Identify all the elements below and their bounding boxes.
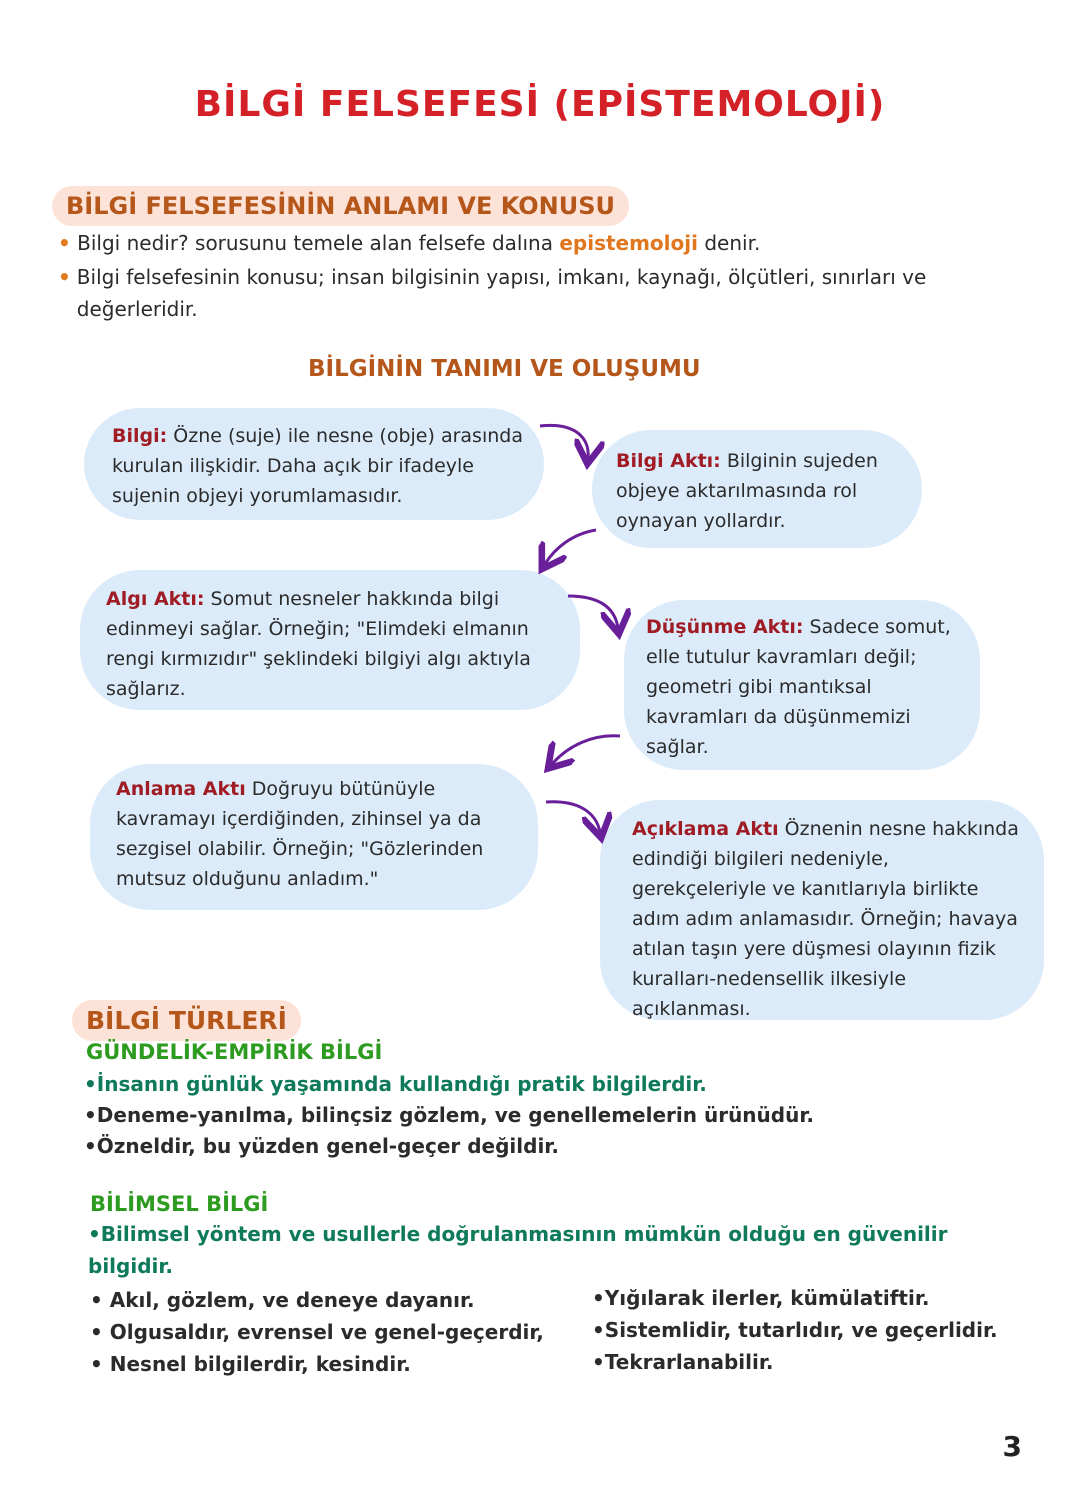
gundelik-item-2: •Deneme-yanılma, bilinçsiz gözlem, ve genellemelerin ürünüdür. xyxy=(84,1103,814,1127)
arrow-akti-to-algi xyxy=(545,530,596,564)
arrow-bilgi-to-akti xyxy=(540,425,588,458)
arrow-dusunme-to-anlama xyxy=(552,736,620,764)
text-bilgi: Özne (suje) ile nesne (obje) arasında kurulan ilişkidir. Daha açık bir ifadeyle sujenin objeyi yorumlamasıdır. xyxy=(112,425,523,507)
arrow-algi-to-dusunme xyxy=(568,596,618,628)
term-dusunme: Düşünme Aktı: xyxy=(646,616,804,638)
term-bilgi-akti: Bilgi Aktı: xyxy=(616,450,721,472)
bullet-marker: • xyxy=(58,265,71,289)
gundelik-heading: GÜNDELİK-EMPİRİK BİLGİ xyxy=(86,1040,383,1064)
bullet-text: Bilgi felsefesinin konusu; insan bilgisinin yapısı, imkanı, kaynağı, ölçütleri, sınırları ve değerleridir. xyxy=(76,265,927,321)
gundelik-item-3: •Özneldir, bu yüzden genel-geçer değildir. xyxy=(84,1134,559,1158)
gundelik-item-1: •İnsanın günlük yaşamında kullandığı pratik bilgilerdir. xyxy=(84,1072,707,1096)
section-heading-definition: BİLGİNİN TANIMI VE OLUŞUMU xyxy=(308,356,701,382)
term-aciklama: Açıklama Aktı xyxy=(632,818,779,840)
bilimsel-left-2: • Olgusaldır, evrensel ve genel-geçerdir, xyxy=(90,1320,544,1344)
bullet-text-end: denir. xyxy=(704,231,761,255)
bilimsel-left-1: • Akıl, gözlem, ve deneye dayanır. xyxy=(90,1288,475,1312)
bilimsel-right-2: •Sistemlidir, tutarlıdır, ve geçerlidir. xyxy=(592,1318,998,1342)
bilimsel-left-3: • Nesnel bilgilerdir, kesindir. xyxy=(90,1352,411,1376)
text-dusunme: Sadece somut, elle tutulur kavramları değil; geometri gibi mantıksal kavramları da düşünmemizi sağlar. xyxy=(646,616,951,758)
bullet-marker: • xyxy=(58,231,71,255)
bilimsel-right-3: •Tekrarlanabilir. xyxy=(592,1350,774,1374)
text-anlama: Doğruyu bütünüyle kavramayı içerdiğinden, zihinsel ya da sezgisel olabilir. Örneğin; "Gözlerinden mutsuz olduğunu anladım." xyxy=(116,778,484,890)
bilimsel-right-1: •Yığılarak ilerler, kümülatiftir. xyxy=(592,1286,930,1310)
bullet-text: Bilgi nedir? sorusunu temele alan felsefe dalına xyxy=(77,231,553,255)
text-bilgi-akti: Bilginin sujeden objeye aktarılmasında rol oynayan yollardır. xyxy=(616,450,878,532)
bilimsel-intro: •Bilimsel yöntem ve usullerle doğrulanmasının mümkün olduğu en güvenilir bilgidir. xyxy=(88,1222,948,1278)
highlight-epistemology: epistemoloji xyxy=(559,231,698,255)
term-algi: Algı Aktı: xyxy=(106,588,205,610)
page-title: BİLGİ FELSEFESİ (EPİSTEMOLOJİ) xyxy=(194,84,886,125)
section-heading-types: BİLGİ TÜRLERİ xyxy=(72,1000,301,1041)
section-heading-meaning: BİLGİ FELSEFESİNİN ANLAMI VE KONUSU xyxy=(52,186,629,226)
arrow-anlama-to-aciklama xyxy=(546,802,600,832)
text-aciklama: Öznenin nesne hakkında edindiği bilgileri nedeniyle, gerekçeleriyle ve kanıtlarıyla birlikte adım adım anlamasıdır. Örneğin; havaya atılan taşın yere düşmesi olayının fizik kuralları-nedensellik ilkesiyle açıklanması. xyxy=(632,818,1019,1020)
page-number: 3 xyxy=(1002,1430,1022,1463)
text-algi: Somut nesneler hakkında bilgi edinmeyi sağlar. Örneğin; "Elimdeki elmanın rengi kırmızıdır" şeklindeki bilgiyi algı aktıyla sağlarız. xyxy=(106,588,531,700)
term-bilgi: Bilgi: xyxy=(112,425,168,447)
term-anlama: Anlama Aktı xyxy=(116,778,246,800)
bilimsel-heading: BİLİMSEL BİLGİ xyxy=(90,1192,269,1216)
